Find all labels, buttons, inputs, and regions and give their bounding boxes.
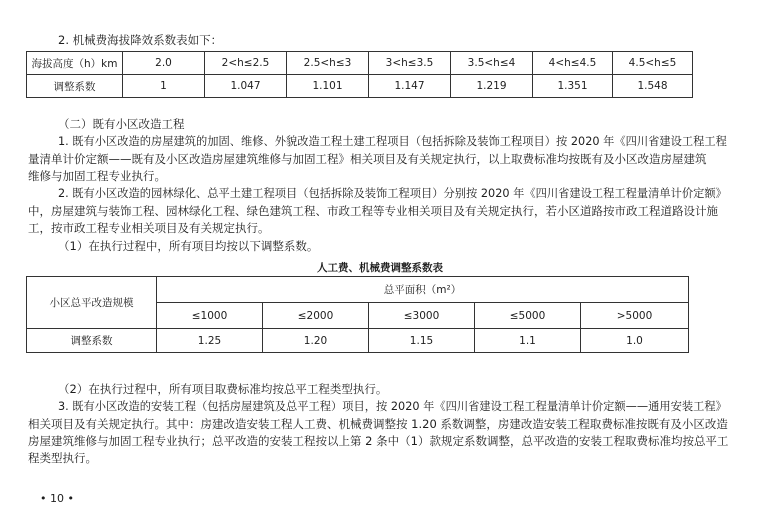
range-cell: ≤1000 [157,303,263,329]
value-cell: 1.047 [205,75,287,98]
table-row [27,277,689,303]
area-header-label: 总平面积（m²） [383,284,462,296]
paragraph-line: 维修与加固工程专业执行。 [28,169,166,183]
scale-label-cell: 小区总平改造规模 [27,277,157,329]
table-row [27,52,693,75]
value-cell: 1.219 [451,75,533,98]
value-cell: 1.25 [157,329,263,353]
row-label-cell: 调整系数 [27,329,157,353]
range-cell: 3<h≤3.5 [369,52,451,75]
paragraph-line: 量清单计价定额——既有及小区改造房屋建筑维修与加固工程》相关项目及有关规定执行，以上取费标准均按既有及小区改造房屋建筑 [28,152,707,166]
range-cell: ≤2000 [263,303,369,329]
altitude-coefficient-table [26,51,693,98]
value-cell: 1.15 [369,329,475,353]
range-cell: 4.5<h≤5 [613,52,693,75]
range-cell: ≤5000 [475,303,581,329]
altitude-header-cell: 海拔高度（h）km [27,52,123,75]
section-heading-machinery: 2. 机械费海拔降效系数表如下： [58,33,223,47]
page-number: • 10 • [40,492,74,505]
paragraph-line: 2. 既有小区改造的园林绿化、总平土建工程项目（包括拆除及装饰工程项目）分别按 2020 年《四川省建设工程工程量清单计价定额》 [58,187,727,200]
value-cell: 1.147 [369,75,451,98]
table-row [27,329,689,353]
paragraph-line: 相关项目及有关规定执行。其中：房建改造安装工程人工费、机械费调整按 1.20 系数调整，房建改造安装工程取费标准按既有及小区改造 [28,417,728,431]
section-heading-existing-community: （二）既有小区改造工程 [58,117,185,131]
range-cell: ≤3000 [369,303,475,329]
value-cell: 1.20 [263,329,369,353]
value-cell: 1.1 [475,329,581,353]
paragraph-line: 1. 既有小区改造的房屋建筑的加固、维修、外貌改造工程土建工程项目（包括拆除及装饰工程项目）按 2020 年《四川省建设工程工程 [58,135,727,148]
paragraph-line: 中，房屋建筑与装饰工程、园林绿化工程、绿色建筑工程、市政工程等专业相关项目及有关规定执行，若小区道路按市政工程道路设计施 [28,204,718,218]
table-title: 人工费、机械费调整系数表 [317,262,443,274]
row-label-cell: 调整系数 [27,75,123,98]
paragraph-line: （1）在执行过程中，所有项目均按以下调整系数。 [58,239,319,253]
range-cell: 2.5<h≤3 [287,52,369,75]
value-cell: 1.548 [613,75,693,98]
range-cell: >5000 [581,303,689,329]
range-cell: 3.5<h≤4 [451,52,533,75]
paragraph-line: 程类型执行。 [28,451,97,465]
paragraph-line: 房屋建筑维修与加固工程专业执行；总平改造的安装工程按以上第 2 条中（1）款规定系数调整，总平改造的安装工程取费标准均按总平工 [28,434,729,448]
area-header-cell [157,277,689,303]
value-cell: 1.0 [581,329,689,353]
paragraph-line: 3. 既有小区改造的安装工程（包括房屋建筑及总平工程）项目，按 2020 年《四川省建设工程工程量清单计价定额——通用安装工程》 [58,400,727,413]
range-cell: 2<h≤2.5 [205,52,287,75]
paragraph-line: 工，按市政工程专业相关项目及有关规定执行。 [28,221,270,235]
range-cell: 2.0 [123,52,205,75]
labor-machinery-coefficient-table [26,276,689,353]
range-cell: 4<h≤4.5 [533,52,613,75]
value-cell: 1 [123,75,205,98]
paragraph-line: （2）在执行过程中，所有项目取费标准均按总平工程类型执行。 [58,382,388,396]
table-row [27,75,693,98]
value-cell: 1.101 [287,75,369,98]
value-cell: 1.351 [533,75,613,98]
